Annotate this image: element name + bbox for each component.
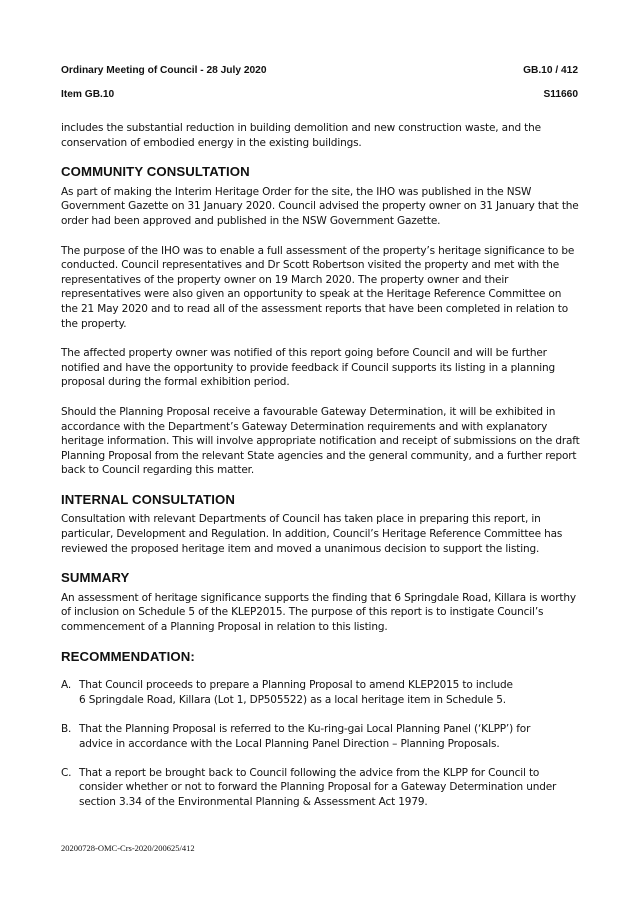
recommendation-text-line: 6 Springdale Road, Killara (Lot 1, DP505522) as a local heritage item in Schedule 5. [79, 693, 506, 706]
recommendation-text-line: advice in accordance with the Local Planning Panel Direction – Planning Proposals. [79, 737, 500, 750]
meeting-title: Ordinary Meeting of Council - 28 July 2020 [61, 65, 267, 76]
recommendation-item-c [61, 766, 581, 810]
recommendation-text: That a report be brought back to Council following the advice from the KLPP for Council to consider whether or not to forward the Planning Proposal for a Gateway Determination under section 3.34 of the Environmental Planning & Assessment Act 1979. [79, 766, 557, 808]
recommendation-heading: RECOMMENDATION: [61, 648, 195, 664]
recommendation-letter: B. [61, 723, 72, 735]
document-footer-reference: 20200728-OMC-Crs-2020/200625/412 [61, 843, 195, 853]
file-reference: S11660 [543, 89, 578, 100]
recommendation-item-a [61, 678, 581, 707]
recommendation-text [79, 722, 581, 751]
community-consultation-heading: COMMUNITY CONSULTATION [61, 164, 250, 180]
item-number: Item GB.10 [61, 89, 115, 100]
recommendation-letter: C. [61, 766, 72, 779]
community-paragraph-4: Should the Planning Proposal receive a favourable Gateway Determination, it will be exhibited in accordance with the Department’s Gateway Determination requirements and with explanatory heritage information. This will involve appropriate notification and receipt of submissions on the draft Planning Proposal from the relevant State agencies and the general community, and a further report back to Council regarding this matter. [61, 405, 580, 477]
summary-paragraph: An assessment of heritage significance supports the finding that 6 Springdale Road, Killara is worthy of inclusion on Schedule 5 of the KLEP2015. The purpose of this report is to instigate Council’s commencement of a Planning Proposal in relation to this listing. [61, 591, 576, 634]
recommendation-text [79, 678, 581, 707]
report-body [61, 121, 581, 824]
page-reference: GB.10 / 412 [523, 65, 578, 76]
community-paragraph-2: The purpose of the IHO was to enable a full assessment of the property’s heritage significance to be conducted. Council representatives and Dr Scott Robertson visited the property and met with the representatives of the property owner on 19 March 2020. The property owner and their representatives were also given an opportunity to speak at the Heritage Reference Committee on the 21 May 2020 and to read all of the assessment reports that have been completed in relation to the property. [61, 244, 575, 330]
recommendation-letter: A. [61, 679, 72, 692]
community-paragraph-3: The affected property owner was notified of this report going before Council and will be further notified and have the opportunity to provide feedback if Council supports its listing in a planning proposal during the formal exhibition period. [61, 347, 555, 389]
summary-heading: SUMMARY [61, 570, 130, 586]
recommendation-text-line: That Council proceeds to prepare a Planning Proposal to amend KLEP2015 to include [79, 679, 513, 692]
recommendation-text-line: That the Planning Proposal is referred to the Ku-ring-gai Local Planning Panel (‘KLPP’) for [79, 723, 531, 735]
intro-paragraph: includes the substantial reduction in building demolition and new construction waste, and the conservation of embodied energy in the existing buildings. [61, 122, 541, 149]
recommendation-item-b [61, 722, 581, 751]
community-paragraph-1: As part of making the Interim Heritage Order for the site, the IHO was published in the NSW Government Gazette on 31 January 2020. Council advised the property owner on 31 January that the order had been approved and published in the NSW Government Gazette. [61, 185, 579, 227]
internal-paragraph: Consultation with relevant Departments of Council has taken place in preparing this report, in particular, Development and Regulation. In addition, Council’s Heritage Reference Committee has reviewed the proposed heritage item and moved a unanimous decision to support the listing. [61, 513, 563, 555]
internal-consultation-heading: INTERNAL CONSULTATION [61, 491, 236, 507]
